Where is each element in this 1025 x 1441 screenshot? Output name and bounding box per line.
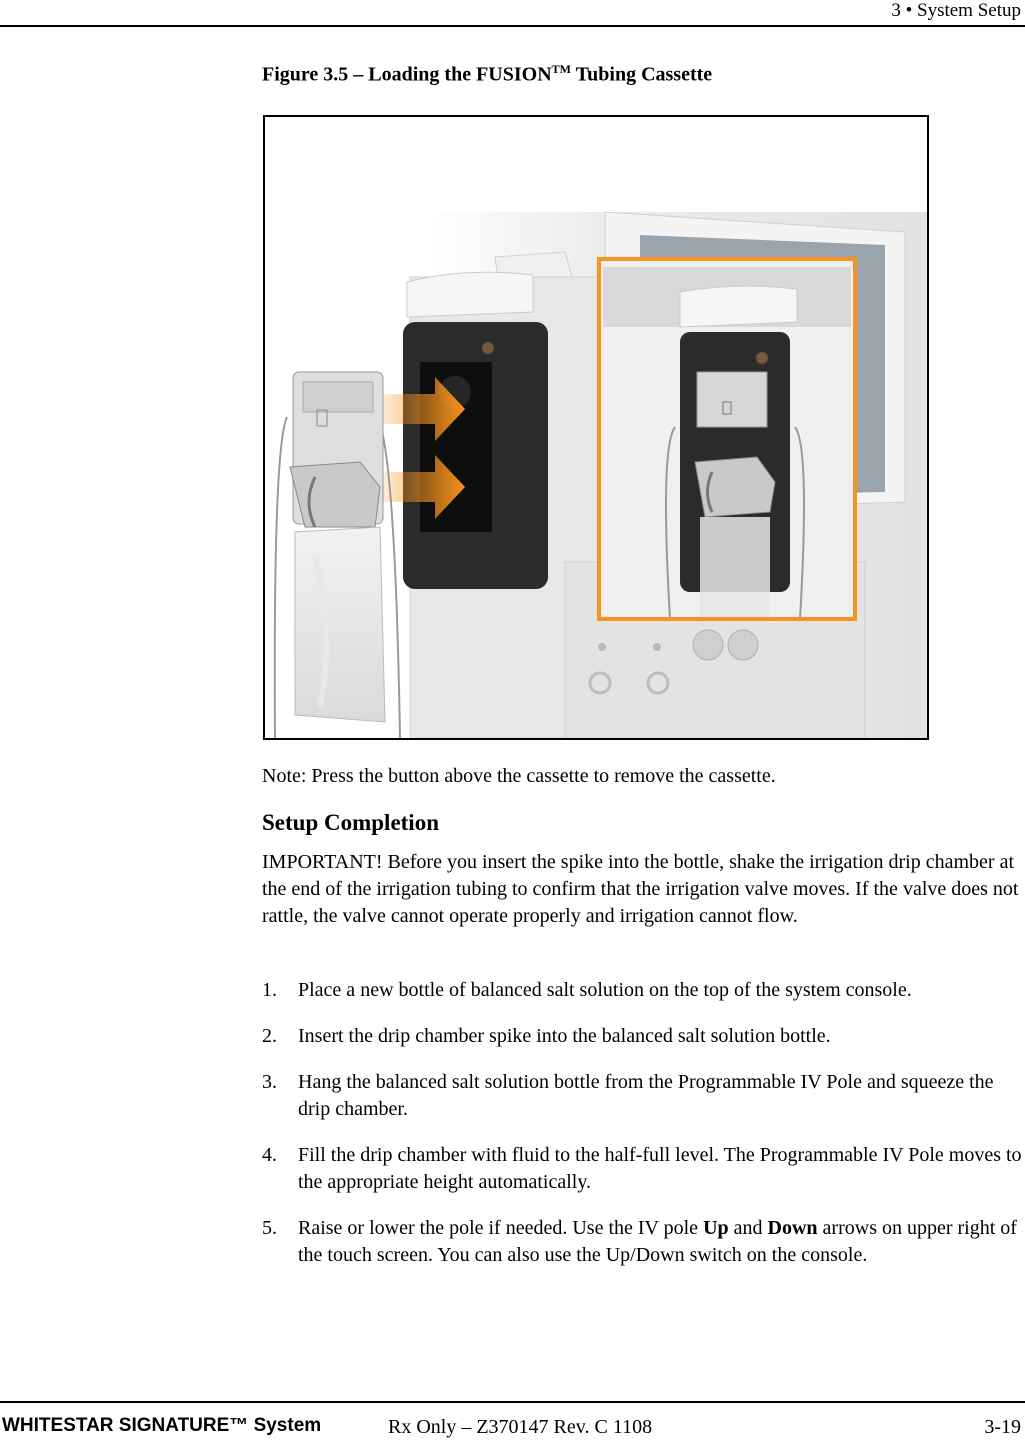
header-rule	[0, 25, 1025, 27]
step-number: 5.	[262, 1217, 277, 1239]
setup-steps-list	[262, 977, 1024, 1288]
list-item	[262, 1142, 1024, 1196]
removal-note: Note: Press the button above the cassette to remove the cassette.	[262, 765, 776, 787]
trademark-mark: TM	[551, 62, 572, 76]
figure-title	[262, 62, 712, 87]
figure-title-prefix: Figure 3.5 – Loading the FUSION	[262, 63, 552, 86]
section-heading: Setup Completion	[262, 810, 439, 835]
list-item	[262, 1069, 1024, 1123]
up-label: Up	[703, 1217, 729, 1239]
step-number: 2.	[262, 1025, 277, 1047]
step-text-mid: and	[728, 1217, 768, 1239]
step-text: Place a new bottle of balanced salt solution on the top of the system console.	[298, 979, 912, 1001]
footer-product-name: WHITESTAR SIGNATURE™ System	[2, 1415, 322, 1436]
header-section-title: 3 • System Setup	[891, 0, 1021, 21]
step-text: Insert the drip chamber spike into the balanced salt solution bottle.	[298, 1025, 831, 1047]
step-number: 3.	[262, 1071, 277, 1093]
step-number: 4.	[262, 1144, 277, 1166]
list-item	[262, 1023, 1024, 1050]
tubing-cassette	[275, 372, 400, 738]
step-text-after: arrows on upper right of the touch screen. You can also use the Up/Down switch on the console.	[298, 1217, 1017, 1266]
step-number: 1.	[262, 979, 277, 1001]
footer-page-number: 3-19	[984, 1416, 1021, 1438]
inset-detail-view	[599, 259, 855, 619]
list-item	[262, 977, 1024, 1004]
down-label: Down	[767, 1217, 818, 1239]
important-paragraph: IMPORTANT! Before you insert the spike into the bottle, shake the irrigation drip chamber at the end of the irrigation tubing to confirm that the irrigation valve moves. If the valve does not rattle, the valve cannot operate properly and irrigation cannot flow.	[262, 851, 1019, 927]
footer-rule	[0, 1401, 1025, 1403]
illustration-svg	[265, 117, 927, 738]
step-text: Fill the drip chamber with fluid to the half-full level. The Programmable IV Pole moves to the appropriate height automatically.	[298, 1144, 1022, 1193]
step-text: Hang the balanced salt solution bottle from the Programmable IV Pole and squeeze the drip chamber.	[298, 1071, 994, 1120]
step-text: Raise or lower the pole if needed. Use the IV pole	[298, 1217, 704, 1239]
list-item	[262, 1215, 1024, 1269]
cassette-loading-illustration	[263, 115, 929, 740]
figure-title-suffix: Tubing Cassette	[571, 63, 713, 86]
footer-document-id: Rx Only – Z370147 Rev. C 1108	[388, 1416, 653, 1438]
